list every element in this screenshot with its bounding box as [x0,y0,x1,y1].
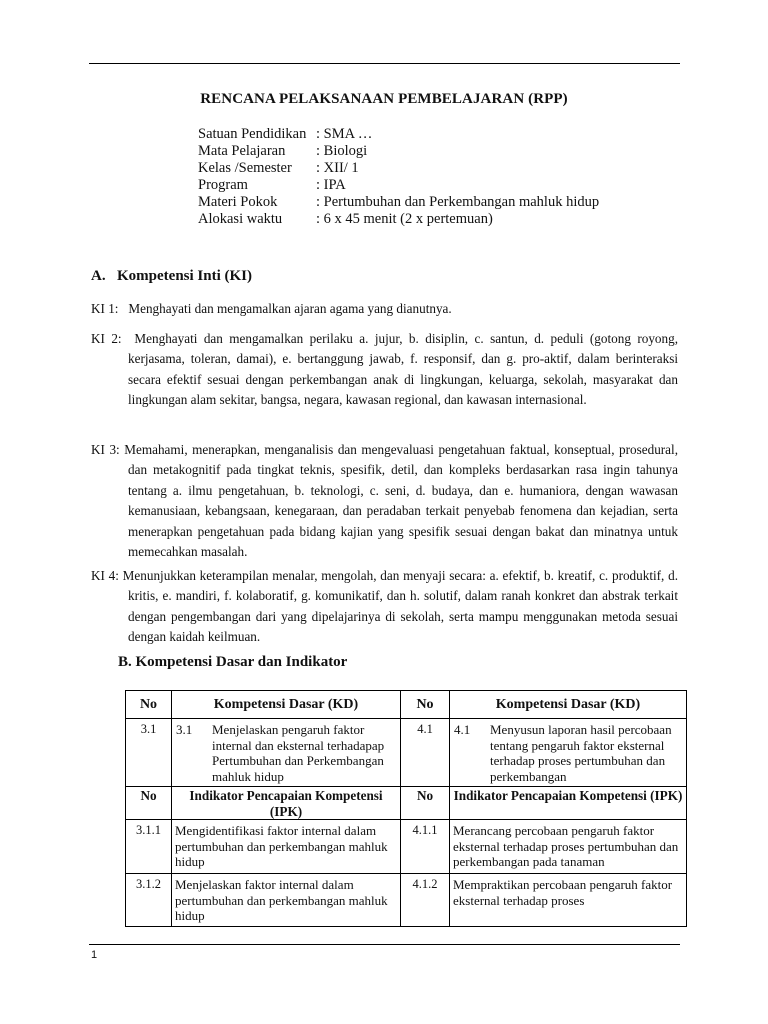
ki-2 [91,329,678,411]
meta-label: Program [198,177,248,193]
column-header-kd: Kompetensi Dasar (KD) [450,691,687,719]
ipk-no: 4.1.1 [401,820,450,874]
table-row [126,820,687,874]
meta-value: : Biologi [316,143,368,159]
ipk-text: Merancang percobaan pengaruh faktor eksternal terhadap proses pertumbuhan dan perkembangan pada tanaman [450,820,687,874]
section-title: Kompetensi Inti (KI) [117,268,252,284]
kd-no: 3.1 [126,719,172,787]
kd-text: Menjelaskan pengaruh faktor internal dan eksternal terhadapap Pertumbuhan dan Perkembangan mahluk hidup [212,722,385,784]
kd-no: 4.1 [401,719,450,787]
table-row [126,874,687,927]
meta-row [198,194,599,211]
meta-value: : XII/ 1 [316,160,359,176]
meta-row [198,160,599,177]
column-header-no: No [126,691,172,719]
top-rule [89,63,680,64]
page-number: 1 [91,949,98,961]
section-letter: A. [91,268,106,284]
meta-label: Mata Pelajaran [198,143,286,159]
column-header-ipk: Indikator Pencapaian Kompetensi (IPK) [450,787,687,820]
column-header-ipk: Indikator Pencapaian Kompetensi (IPK) [172,787,401,820]
ipk-text: Menjelaskan faktor internal dalam pertumbuhan dan perkembangan mahluk hidup [172,874,401,927]
column-header-kd: Kompetensi Dasar (KD) [172,691,401,719]
meta-label: Satuan Pendidikan [198,126,307,142]
ki-label: KI 1: [91,301,119,316]
meta-value: : SMA … [316,126,373,142]
ipk-no: 4.1.2 [401,874,450,927]
meta-label: Kelas /Semester [198,160,292,176]
kd-table [125,690,687,927]
ki-4 [91,566,678,648]
table-header-row [126,691,687,719]
ipk-text: Mempraktikan percobaan pengaruh faktor eksternal terhadap proses [450,874,687,927]
meta-row [198,143,599,160]
section-a-heading [91,268,252,285]
ki-1 [91,299,678,319]
column-header-no: No [401,691,450,719]
ipk-no: 3.1.2 [126,874,172,927]
ipk-text: Mengidentifikasi faktor internal dalam pertumbuhan dan perkembangan mahluk hidup [172,820,401,874]
column-header-no: No [401,787,450,820]
ki-label: KI 3: [91,442,120,457]
kd-text: Menyusun laporan hasil percobaan tentang pengaruh faktor eksternal terhadap proses pertumbuhan dan perkembangan [490,722,672,784]
meta-row [198,211,599,228]
meta-value: : IPA [316,177,346,193]
bottom-rule [89,944,680,945]
ipk-no: 3.1.1 [126,820,172,874]
ki-text: Memahami, menerapkan, menganalisis dan mengevaluasi pengetahuan faktual, konseptual, prosedural, dan metakognitif pada tingkat teknis, spesifik, detil, dan kompleks berdasarkan rasa ingin tahunya tentang a. ilmu pengetahuan, b. teknologi, c. seni, d. budaya, dan e. humaniora, dengan wawasan kemanusiaan, kebangsaan, kenegaraan, dan peradaban terkait penyebab fenomena dan kejadian, serta menerapkan pengetahuan pada bidang kajian yang spesifik sesuai dengan bakat dan minatnya untuk memecahkan masalah. [124,442,678,560]
column-header-no: No [126,787,172,820]
ki-3 [91,440,678,562]
meta-row [198,177,599,194]
meta-label: Materi Pokok [198,194,278,210]
meta-value: : Pertumbuhan dan Perkembangan mahluk hidup [316,194,600,210]
ki-text: Menghayati dan mengamalkan perilaku a. jujur, b. disiplin, c. santun, d. peduli (gotong royong, kerjasama, toleran, damai), e. bertanggung jawab, f. responsif, dan g. pro-aktif, dalam berinteraksi secara efektif sesuai dengan perkembangan anak di lingkungan, keluarga, sekolah, masyarakat dan lingkungan alam sekitar, bangsa, negara, kawasan regional, dan kawasan internasional. [128,331,678,408]
document-meta [198,126,599,228]
meta-label: Alokasi waktu [198,211,283,227]
meta-value: : 6 x 45 menit (2 x pertemuan) [316,211,493,227]
ki-text: Menunjukkan keterampilan menalar, mengolah, dan menyaji secara: a. efektif, b. kreatif, c. produktif, d. kritis, e. mandiri, f. kolaboratif, g. komunikatif, dan h. solutif, dalam ranah konkret dan abstrak terkait dengan pengembangan dari yang dipelajarinya di sekolah, serta mampu menggunakan metoda sesuai dengan kaidah keilmuan. [122,568,678,645]
ki-label: KI 2: [91,331,122,346]
kd-cell [450,719,687,787]
ki-label: KI 4: [91,568,119,583]
table-row [126,719,687,787]
ki-text: Menghayati dan mengamalkan ajaran agama yang dianutnya. [128,301,452,316]
meta-row [198,126,599,143]
kd-number: 3.1 [176,722,193,737]
kd-number: 4.1 [454,722,471,737]
kd-cell [172,719,401,787]
document-title: RENCANA PELAKSANAAN PEMBELAJARAN (RPP) [200,91,568,107]
section-b-heading: B. Kompetensi Dasar dan Indikator [118,654,348,670]
ipk-header-row [126,787,687,820]
